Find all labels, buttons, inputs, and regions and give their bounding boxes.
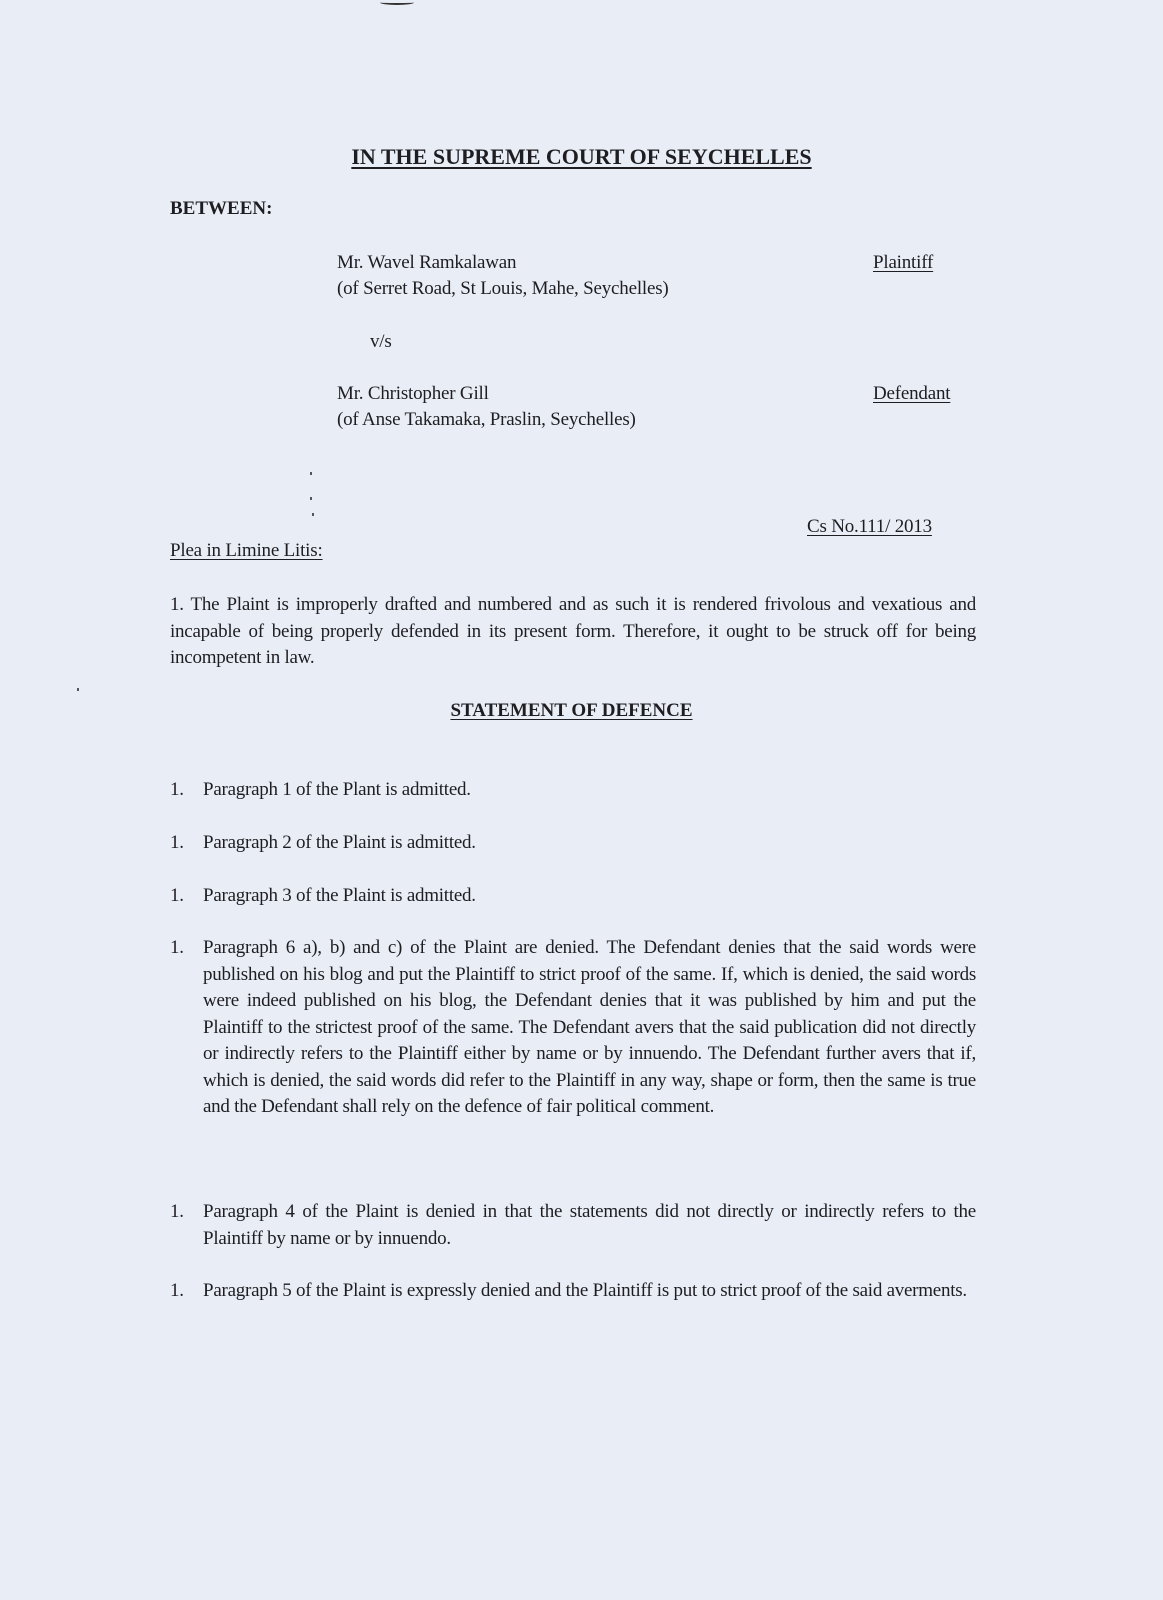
defence-item — [170, 883, 976, 910]
defence-item — [170, 935, 976, 1121]
plea-paragraph: 1. The Plaint is improperly drafted and numbered and as such it is rendered frivolous and vexatious and incapable of being properly defended in its present form. Therefore, it ought to be struck off for being incompetent in law. — [170, 594, 976, 668]
between-label: BETWEEN: — [170, 198, 273, 219]
item-text: Paragraph 4 of the Plaint is denied in that the statements did not directly or indirectly refers to the Plaintiff by name or by innuendo. — [203, 1201, 976, 1249]
item-number: 1. — [170, 832, 184, 853]
plea-heading: Plea in Limine Litis: — [170, 540, 323, 561]
defence-heading: STATEMENT OF DEFENCE — [450, 700, 693, 721]
defence-item — [170, 1278, 976, 1305]
defence-item — [170, 777, 976, 804]
plaintiff-address: (of Serret Road, St Louis, Mahe, Seychelles) — [337, 278, 669, 299]
plaintiff-role: Plaintiff — [873, 252, 934, 273]
defendant-role: Defendant — [873, 383, 951, 404]
scan-speck — [77, 688, 79, 691]
scan-mark — [380, 0, 414, 5]
versus-label: v/s — [370, 331, 392, 352]
court-title: IN THE SUPREME COURT OF SEYCHELLES — [351, 144, 812, 169]
scan-speck — [310, 497, 312, 500]
item-text: Paragraph 2 of the Plaint is admitted. — [203, 832, 476, 853]
item-number: 1. — [170, 1280, 184, 1301]
case-number: Cs No.111/ 2013 — [807, 516, 932, 537]
item-number: 1. — [170, 779, 184, 800]
item-text: Paragraph 6 a), b) and c) of the Plaint are denied. The Defendant denies that the said words were published on his blog and put the Plaintiff to strict proof of the same. If, which is denied, the said words were indeed published on his blog, the Defendant denies that it was published by him and put the Plaintiff to the strictest proof of the same. The Defendant avers that the said publication did not directly or indirectly refers to the Plaintiff either by name or by innuendo. The Defendant further avers that if, which is denied, the said words did refer to the Plaintiff in any way, shape or form, then the same is true and the Defendant shall rely on the defence of fair political comment. — [203, 937, 976, 1117]
item-text: Paragraph 1 of the Plant is admitted. — [203, 779, 471, 800]
scan-speck — [312, 513, 314, 516]
item-number: 1. — [170, 885, 184, 906]
item-text: Paragraph 5 of the Plaint is expressly denied and the Plaintiff is put to strict proof of the said averments. — [203, 1280, 967, 1301]
item-number: 1. — [170, 1201, 184, 1222]
defence-item — [170, 830, 976, 857]
item-text: Paragraph 3 of the Plaint is admitted. — [203, 885, 476, 906]
defendant-name: Mr. Christopher Gill — [337, 383, 489, 404]
defence-item — [170, 1199, 976, 1252]
defendant-address: (of Anse Takamaka, Praslin, Seychelles) — [337, 409, 636, 430]
plaintiff-name: Mr. Wavel Ramkalawan — [337, 252, 517, 273]
scan-speck — [310, 472, 312, 475]
item-number: 1. — [170, 937, 184, 958]
